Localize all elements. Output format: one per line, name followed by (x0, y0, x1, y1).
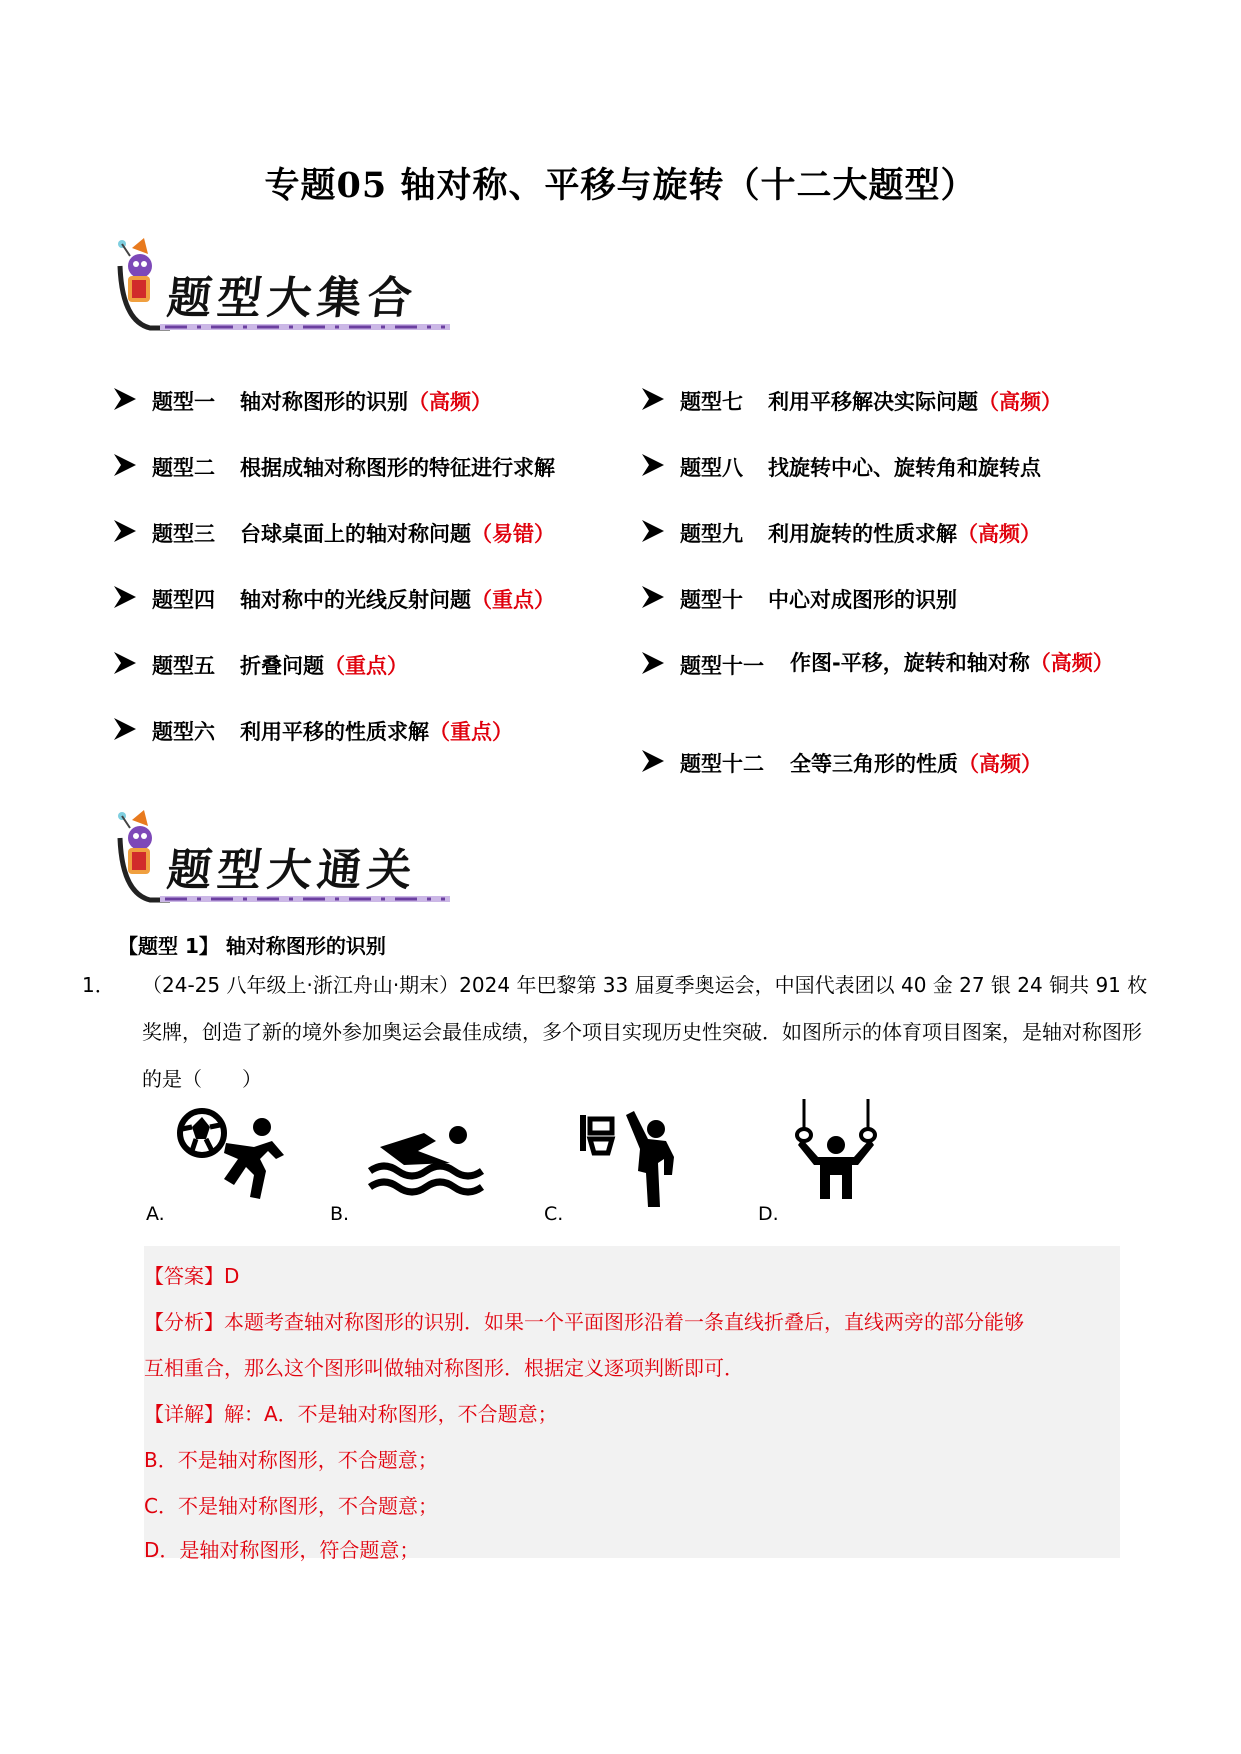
detail-line-3: C．不是轴对称图形，不合题意； (144, 1494, 438, 1518)
toc-item-tag: （高频） (978, 390, 1062, 414)
option-label-a: A. (146, 1203, 165, 1225)
toc-item (112, 452, 555, 482)
toc-item-name: 折叠问题 (240, 654, 324, 678)
toc-item (112, 716, 513, 746)
arrow-bullet-icon (640, 518, 666, 544)
toc-item-name: 找旋转中心、旋转角和旋转点 (768, 456, 1041, 480)
option-label-c: C. (544, 1203, 564, 1225)
toc-item (640, 518, 1041, 548)
toc-item-name: 轴对称图形的识别 (240, 390, 408, 414)
toc-item-code: 题型四 (152, 588, 215, 612)
arrow-bullet-icon (640, 748, 666, 774)
banner-title: 题型大集合 (164, 273, 421, 324)
toc-item-code: 题型二 (152, 456, 215, 480)
section-heading: 【题型 1】 轴对称图形的识别 (118, 934, 386, 958)
toc-item-tag: （高频） (958, 752, 1042, 776)
arrow-bullet-icon (640, 386, 666, 412)
detail-line-2: B．不是轴对称图形，不合题意； (144, 1448, 438, 1472)
arrow-bullet-icon (112, 386, 138, 412)
soccer-player-icon (176, 1107, 294, 1203)
option-label-d: D. (758, 1203, 779, 1225)
analysis-line-2: 互相重合，那么这个图形叫做轴对称图形．根据定义逐项判断即可． (144, 1356, 744, 1380)
arrow-bullet-icon (640, 584, 666, 610)
toc-item-code: 题型七 (680, 390, 743, 414)
toc-item-name: 利用平移解决实际问题 (768, 390, 978, 414)
rings-gymnast-icon (790, 1099, 882, 1203)
option-label-b: B. (330, 1203, 350, 1225)
toc-item-code: 题型一 (152, 390, 215, 414)
toc-item-tag: （重点） (471, 588, 555, 612)
arrow-bullet-icon (640, 650, 666, 676)
toc-item-tag: （重点） (429, 720, 513, 744)
toc-item (112, 386, 492, 416)
detail-line-1: 【详解】解：A．不是轴对称图形，不合题意； (144, 1402, 558, 1426)
basketball-player-icon (576, 1109, 686, 1209)
toc-item (640, 584, 957, 614)
analysis-line-1: 【分析】本题考查轴对称图形的识别．如果一个平面图形沿着一条直线折叠后，直线两旁的部分能够 (144, 1310, 1024, 1334)
arrow-bullet-icon (112, 518, 138, 544)
toc-item-tag: （易错） (471, 522, 555, 546)
answer-line: 【答案】D (144, 1264, 240, 1288)
toc-item-tag: （高频） (408, 390, 492, 414)
toc-item (640, 748, 1042, 778)
question-number: 1． (82, 973, 115, 997)
toc-item-code: 题型十二 (680, 752, 764, 776)
arrow-bullet-icon (112, 584, 138, 610)
toc-item-code: 题型五 (152, 654, 215, 678)
toc-item (112, 650, 408, 680)
question-text: （24-25 八年级上·浙江舟山·期末）2024 年巴黎第 33 届夏季奥运会，中国代表团以 40 金 27 银 24 铜共 91 枚奖牌，创造了新的境外参加奥运会最佳成绩，多个项目实现历史性突破．如图所示的体育项目图案，是轴对称图形的是（ ） (142, 973, 1148, 1091)
arrow-bullet-icon (112, 716, 138, 742)
toc-item-name: 全等三角形的性质 (790, 752, 958, 776)
toc-item-tag: （高频） (1029, 651, 1114, 675)
toc-item-name: 利用旋转的性质求解 (768, 522, 957, 546)
banner-question-collection (110, 236, 460, 346)
toc-item-code: 题型六 (152, 720, 215, 744)
toc-item-code: 题型三 (152, 522, 215, 546)
banner-title: 题型大通关 (164, 845, 421, 896)
toc-item-name: 轴对称中的光线反射问题 (240, 588, 471, 612)
toc-item-code: 题型九 (680, 522, 743, 546)
toc-item-tag: （重点） (324, 654, 408, 678)
toc-item-name: 台球桌面上的轴对称问题 (240, 522, 471, 546)
arrow-bullet-icon (112, 452, 138, 478)
toc-item-name: 作图-平移，旋转和轴对称 (790, 651, 1030, 675)
toc-item (112, 518, 555, 548)
detail-line-4: D．是轴对称图形，符合题意； (144, 1538, 420, 1562)
toc-item-name: 根据成轴对称图形的特征进行求解 (240, 456, 555, 480)
toc-item-name: 利用平移的性质求解 (240, 720, 429, 744)
banner-question-practice (110, 808, 460, 918)
answer-options (0, 1095, 1241, 1225)
arrow-bullet-icon (640, 452, 666, 478)
toc-item (640, 386, 1062, 416)
question-1 (82, 962, 1152, 1103)
toc-item-name: 中心对成图形的识别 (768, 588, 957, 612)
toc-item-code: 题型十一 (680, 654, 764, 678)
swimmer-icon (366, 1117, 490, 1199)
answer-explanation-box (144, 1246, 1120, 1562)
toc-item-code: 题型八 (680, 456, 743, 480)
toc-item (640, 650, 1120, 688)
toc-item (112, 584, 555, 614)
toc-item-tag: （高频） (957, 522, 1041, 546)
toc-item (640, 452, 1041, 482)
document-title: 专题05 轴对称、平移与旋转（十二大题型） (264, 165, 977, 206)
arrow-bullet-icon (112, 650, 138, 676)
toc-item-code: 题型十 (680, 588, 743, 612)
